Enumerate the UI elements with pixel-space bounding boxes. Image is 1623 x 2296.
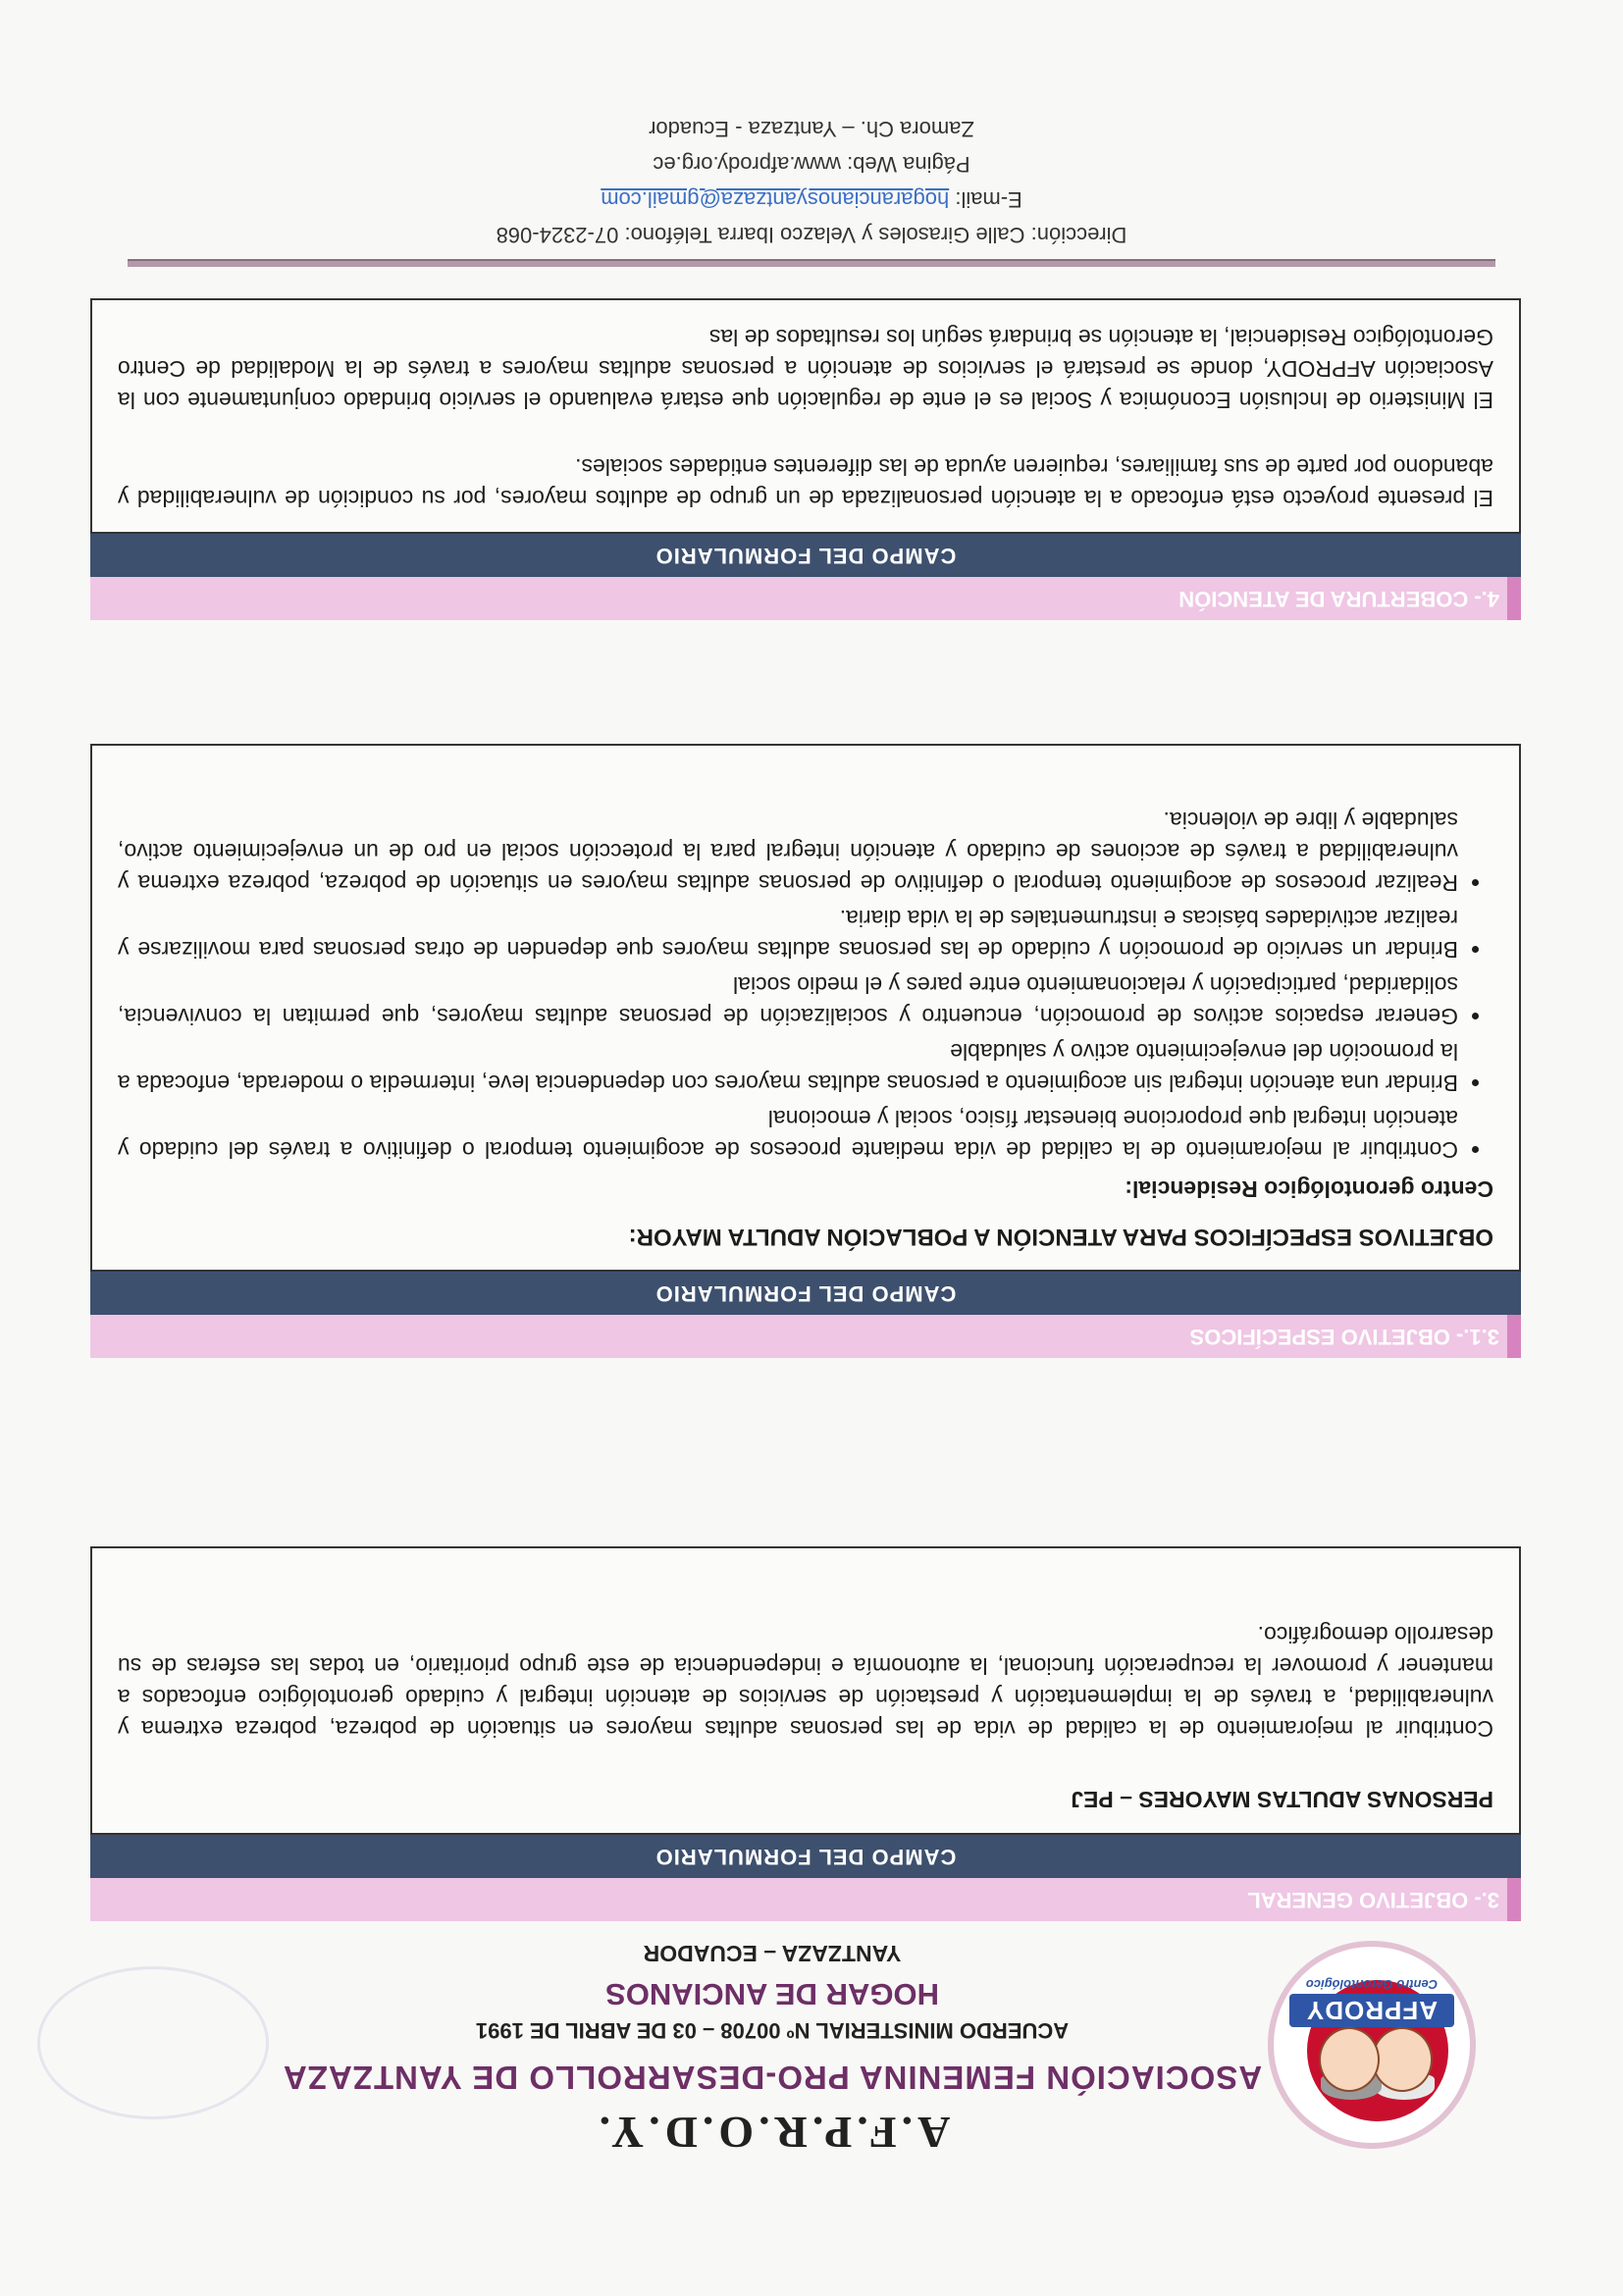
footer-city: Zamora Ch. – Yantzaza - Ecuador	[649, 117, 974, 141]
footer-web	[0, 151, 1623, 177]
form-field-bar-coverage: CAMPO DEL FORMULARIO	[90, 534, 1521, 577]
footer-divider	[128, 259, 1495, 267]
logo-tagline: Centro Gerontológico	[1305, 1977, 1439, 1992]
section-heading-specific-label: 3.1.- OBJETIVO ESPECÍFICOS	[1189, 1325, 1499, 1349]
specific-subtitle: Centro gerontológico Residencial:	[1125, 1176, 1493, 1202]
list-item: • Brindar una atención integral sin acogimiento a personas adultas mayores con dependencia leve, intermedia o moderada, enfocada a la promoción del envejecimiento activo y saludable	[118, 1036, 1458, 1099]
footer-address: Dirección: Calle Girasoles y Velazco Ibarra Teléfono: 07-2324-068	[496, 223, 1127, 247]
section-heading-coverage	[90, 577, 1521, 620]
section-heading-coverage-label: 4.- COBERTURA DE ATENCIÓN	[1178, 587, 1499, 611]
form-field-bar-specific: CAMPO DEL FORMULARIO	[90, 1272, 1521, 1315]
ministerial-agreement: ACUERDO MINISTERIAL Nº 00708 – 03 DE ABRIL DE 1991	[475, 2018, 1070, 2043]
footer-email	[0, 186, 1623, 212]
coverage-paragraph-1: El presente proyecto está enfocado a la atención personalizada de un grupo de adultos mayores, por su condición de vulnerabilidad y abandono por parte de sus familiares, requieren ayuda de las diferentes entidades sociales.	[118, 454, 1493, 511]
specific-objectives-list	[118, 805, 1493, 1166]
coverage-box	[90, 298, 1521, 534]
general-objective-text: Contribuir al mejoramiento de la calidad de vida de las personas adultas mayores en situación de pobreza, pobreza extrema y vulnerabilidad, a través de la implementación y prestación de servicios de atención integral y cuidado gerontológico enfocados a mantener y promover la recuperación funcional, la autonomía e independencia de este grupo prioritario, en todas las esferas de su desarrollo demográfico.	[118, 1622, 1493, 1742]
list-item: • Brindar un servicio de promoción y cuidado de las personas adultas mayores que dependen de otras personas para movilizarse y realizar actividades básicas e instrumentales de la vida diaria.	[118, 903, 1458, 965]
list-item: • Realizar procesos de acogimiento temporal o definitivo de personas adultas mayores en situación de pobreza, pobreza extrema y vulnerabilidad a través de acciones de cuidado y atención integral para la protección social en pro de un envejecimiento activo, saludable y libre de violencia.	[118, 805, 1458, 899]
list-item: • Contribuir al mejoramiento de la calidad de vida mediante procesos de acogimiento temporal o definitivo a través del cuidado y atención integral que proporcione bienestar físico, social y emocional	[118, 1103, 1458, 1166]
association-name: ASOCIACIÓN FEMENINA PRO-DESARROLLO DE YANTZAZA	[282, 2060, 1263, 2096]
coverage-paragraph-2: El Ministerio de Inclusión Económica y Social es el ente de regulación que estará evaluando el servicio brindado conjuntamente con la Asociación AFPRODY, donde se prestará el servicios de atención a personas adultas mayores a través de la Modalidad de Centro Gerontológico Residencial, la atención se brindará según los resultados de las	[118, 325, 1493, 413]
section-heading-general-label: 3.- OBJETIVO GENERAL	[1247, 1888, 1499, 1912]
footer-web-label: Página Web:	[847, 152, 970, 177]
website-text[interactable]: www.afprody.org.ec	[653, 152, 841, 177]
section-heading-specific	[90, 1315, 1521, 1358]
form-field-bar-general: CAMPO DEL FORMULARIO	[90, 1835, 1521, 1878]
institution-city: YANTZAZA – ECUADOR	[643, 1941, 902, 1966]
footer-email-label: E-mail:	[955, 187, 1022, 212]
email-link[interactable]: hogarancianosyantzaza@gmail.com	[601, 187, 950, 212]
institution-name: HOGAR DE ANCIANOS	[605, 1977, 939, 2011]
specific-objectives-box	[90, 744, 1521, 1272]
logo-banner: AFPRODY	[1289, 1994, 1454, 2027]
section-heading-general	[90, 1878, 1521, 1921]
list-item: • Generar espacios activos de promoción, encuentro y socialización de personas adultas mayores, que permitan la convivencia, solidaridad, participación y relacionamiento entre pares y el medio social	[118, 969, 1458, 1032]
general-objective-box	[90, 1546, 1521, 1835]
specific-title: OBJETIVOS ESPECÍFICOS PARA ATENCIÓN A POBLACIÓN ADULTA MAYOR:	[628, 1224, 1493, 1250]
document-title: A.F.P.R.O.D.Y.	[594, 2108, 951, 2158]
general-subtitle: PERSONAS ADULTAS MAYORES – PEJ	[1071, 1787, 1493, 1812]
